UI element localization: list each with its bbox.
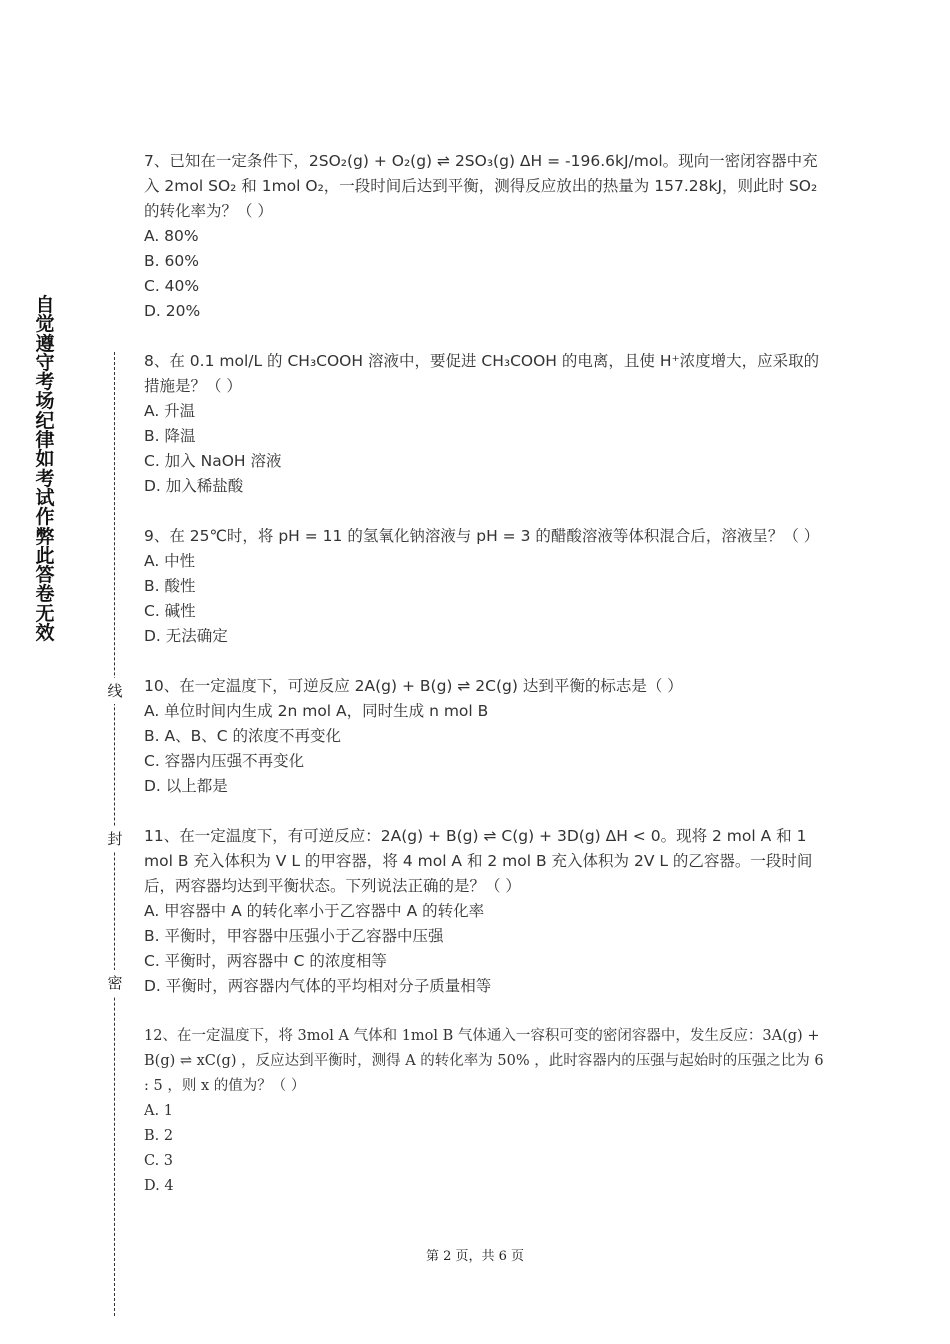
- question-8: [144, 349, 824, 499]
- option-list: [144, 549, 824, 649]
- binding-mark-feng: 封: [105, 826, 125, 852]
- option-b: B. 2: [144, 1128, 174, 1144]
- option-c: C. 容器内压强不再变化: [144, 752, 305, 770]
- question-stem: 12、在一定温度下，将 3mol A 气体和 1mol B 气体通入一容积可变的密闭容器中，发生反应：3A(g) + B(g) ⇌ xC(g) ，反应达到平衡时，测得 A 的转化率为 50% ，此时容器内的压强与起始时的压强之比为 6 : 5 ，则 x 的值为？（ ）: [144, 1028, 824, 1094]
- option-list: [144, 399, 824, 499]
- question-9: [144, 524, 824, 649]
- option-c: C. 3: [144, 1153, 174, 1169]
- option-a: A. 升温: [144, 402, 196, 420]
- option-list: [144, 1099, 824, 1199]
- binding-mark-mi: 密: [105, 970, 125, 996]
- option-b: B. 平衡时，甲容器中压强小于乙容器中压强: [144, 927, 444, 945]
- question-stem: 11、在一定温度下，有可逆反应：2A(g) + B(g) ⇌ C(g) + 3D(g) ΔH < 0。现将 2 mol A 和 1 mol B 充入体积为 V L 的甲容器，将 4 mol A 和 2 mol B 充入体积为 2V L 的乙容器。一段时间后，两容器均达到平衡状态。下列说法正确的是？（ ）: [144, 827, 813, 895]
- option-b: B. 降温: [144, 427, 196, 445]
- option-b: B. 60%: [144, 252, 199, 270]
- question-10: [144, 674, 824, 799]
- page-number-footer: 第 2 页，共 6 页: [425, 1249, 525, 1264]
- question-7: [144, 149, 824, 324]
- option-list: [144, 224, 824, 324]
- option-d: D. 以上都是: [144, 777, 228, 795]
- question-list: [144, 149, 824, 1224]
- question-stem: 10、在一定温度下，可逆反应 2A(g) + B(g) ⇌ 2C(g) 达到平衡的标志是（ ）: [144, 677, 683, 695]
- binding-mark-xian: 线: [105, 678, 125, 704]
- option-a: A. 80%: [144, 227, 199, 245]
- option-list: [144, 699, 824, 799]
- option-c: C. 碱性: [144, 602, 196, 620]
- option-d: D. 20%: [144, 302, 201, 320]
- option-c: C. 40%: [144, 277, 200, 295]
- option-a: A. 中性: [144, 552, 196, 570]
- question-stem: 7、已知在一定条件下，2SO₂(g) + O₂(g) ⇌ 2SO₃(g) ΔH = -196.6kJ/mol。现向一密闭容器中充入 2mol SO₂ 和 1mol O₂，一段时间后达到平衡，测得反应放出的热量为 157.28kJ，则此时 SO₂ 的转化率为？（ ）: [144, 152, 818, 220]
- side-notice: 自觉遵守考场纪律如考试作弊此答卷无效: [35, 294, 55, 645]
- option-d: D. 加入稀盐酸: [144, 477, 244, 495]
- option-a: A. 单位时间内生成 2n mol A，同时生成 n mol B: [144, 702, 489, 720]
- option-list: [144, 899, 824, 999]
- option-d: D. 平衡时，两容器内气体的平均相对分子质量相等: [144, 977, 492, 995]
- option-b: B. 酸性: [144, 577, 196, 595]
- option-c: C. 加入 NaOH 溶液: [144, 452, 282, 470]
- option-c: C. 平衡时，两容器中 C 的浓度相等: [144, 952, 387, 970]
- question-stem: 8、在 0.1 mol/L 的 CH₃COOH 溶液中，要促进 CH₃COOH 的电离，且使 H⁺浓度增大，应采取的措施是？（ ）: [144, 352, 820, 395]
- option-a: A. 1: [144, 1103, 173, 1119]
- option-d: D. 无法确定: [144, 627, 228, 645]
- option-d: D. 4: [144, 1178, 174, 1194]
- question-11: [144, 824, 824, 999]
- option-a: A. 甲容器中 A 的转化率小于乙容器中 A 的转化率: [144, 902, 485, 920]
- question-12: [144, 1024, 824, 1199]
- question-stem: 9、在 25℃时，将 pH = 11 的氢氧化钠溶液与 pH = 3 的醋酸溶液等体积混合后，溶液呈？（ ）: [144, 527, 820, 545]
- option-b: B. A、B、C 的浓度不再变化: [144, 727, 341, 745]
